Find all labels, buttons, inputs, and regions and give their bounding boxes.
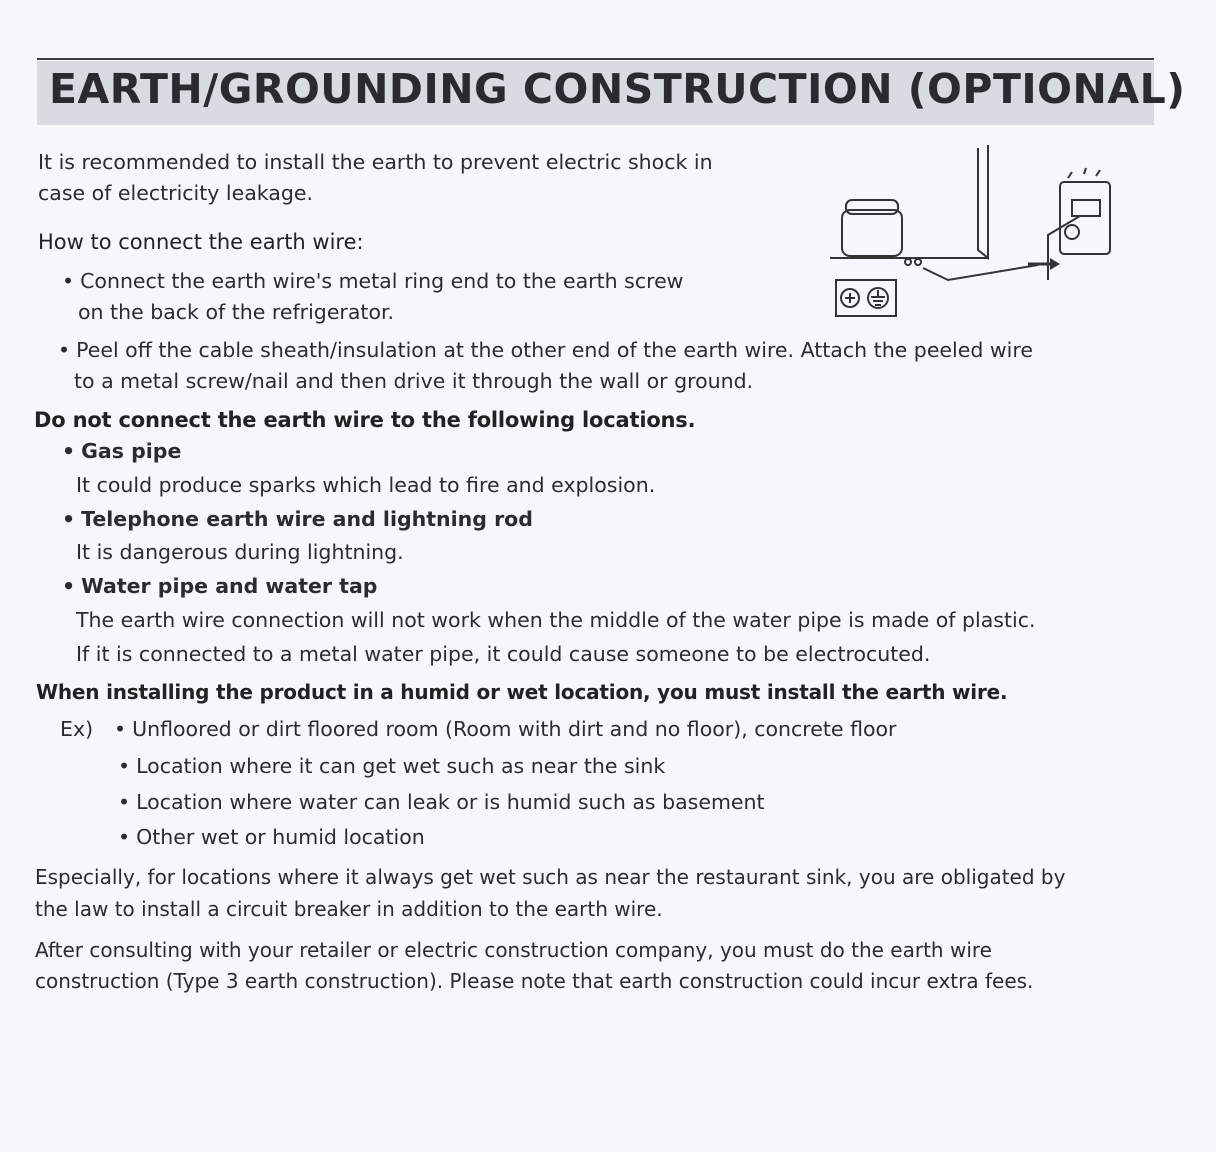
especially-line-1: Especially, for locations where it always get wet such as near the restaurant sink, you are obligated by	[35, 865, 1066, 889]
ground-symbol-lines	[871, 290, 885, 305]
humid-example-1-text: Unfloored or dirt floored room (Room with dirt and no floor), concrete floor	[132, 717, 897, 741]
do-not-item-water-pipe	[62, 574, 377, 598]
after-line-1: After consulting with your retailer or electric construction company, you must do the earth wire	[35, 938, 992, 962]
outlet-socket-icon	[1072, 200, 1100, 216]
earth-screw-small-icon	[905, 259, 911, 265]
how-to-bullet-1-line-2: on the back of the refrigerator.	[78, 300, 395, 324]
do-not-item-water-pipe-desc-1: The earth wire connection will not work when the middle of the water pipe is made of plastic.	[76, 608, 1036, 632]
earth-screw-cross	[845, 293, 855, 303]
do-not-heading: Do not connect the earth wire to the following locations.	[34, 408, 696, 432]
humid-example-2-text: Location where it can get wet such as near the sink	[136, 754, 666, 778]
how-to-bullet-1-line-1	[62, 266, 683, 297]
humid-example-4-text: Other wet or humid location	[136, 825, 425, 849]
do-not-item-water-pipe-desc-2: If it is connected to a metal water pipe, it could cause someone to be electrocuted.	[76, 642, 931, 666]
do-not-item-telephone-desc: It is dangerous during lightning.	[76, 540, 404, 564]
do-not-item-water-pipe-title: Water pipe and water tap	[81, 574, 378, 598]
humid-example-1	[114, 717, 897, 741]
outlet-mascot	[1060, 182, 1110, 254]
compressor-icon	[842, 210, 902, 256]
do-not-item-telephone-title: Telephone earth wire and lightning rod	[81, 507, 533, 531]
do-not-item-gas-pipe-title: Gas pipe	[81, 439, 182, 463]
how-to-bullet-2-line-2: to a metal screw/nail and then drive it through the wall or ground.	[74, 369, 754, 393]
humid-example-2	[118, 754, 665, 778]
title-band	[37, 61, 1186, 125]
intro-line-1: It is recommended to install the earth to prevent electric shock in	[38, 150, 713, 174]
refrigerator-outline	[978, 145, 988, 258]
plug-icon	[1065, 225, 1079, 239]
especially-line-2: the law to install a circuit breaker in addition to the earth wire.	[35, 897, 663, 921]
page-title: EARTH/GROUNDING CONSTRUCTION (OPTIONAL)	[49, 65, 1186, 113]
humid-example-3-text: Location where water can leak or is humid such as basement	[136, 790, 765, 814]
humid-example-4	[118, 825, 425, 849]
intro-line-2: case of electricity leakage.	[38, 181, 314, 205]
after-line-2: construction (Type 3 earth construction). Please note that earth construction could incur extra fees.	[35, 969, 1034, 993]
humid-ex-label: Ex)	[60, 717, 94, 741]
humid-heading: When installing the product in a humid or wet location, you must install the earth wire.	[36, 680, 1008, 704]
top-rule	[37, 58, 1154, 60]
outlet-mascot-hair	[1068, 168, 1100, 178]
do-not-item-gas-pipe	[62, 439, 181, 463]
how-to-heading: How to connect the earth wire:	[38, 230, 364, 254]
how-to-bullet-2-text: Peel off the cable sheath/insulation at the other end of the earth wire. Attach the peeled wire	[76, 338, 1033, 362]
ground-symbol-small-icon	[915, 259, 921, 265]
compressor-top	[846, 200, 898, 214]
earth-wire-diagram	[828, 140, 1128, 330]
do-not-item-telephone	[62, 507, 533, 531]
how-to-bullet-2-line-1	[58, 335, 1033, 366]
do-not-item-gas-pipe-desc: It could produce sparks which lead to fire and explosion.	[76, 473, 656, 497]
earth-wire	[923, 265, 1038, 280]
humid-example-3	[118, 790, 765, 814]
how-to-bullet-1-text: Connect the earth wire's metal ring end to the earth screw	[80, 269, 684, 293]
arrow-icon	[1050, 258, 1060, 270]
